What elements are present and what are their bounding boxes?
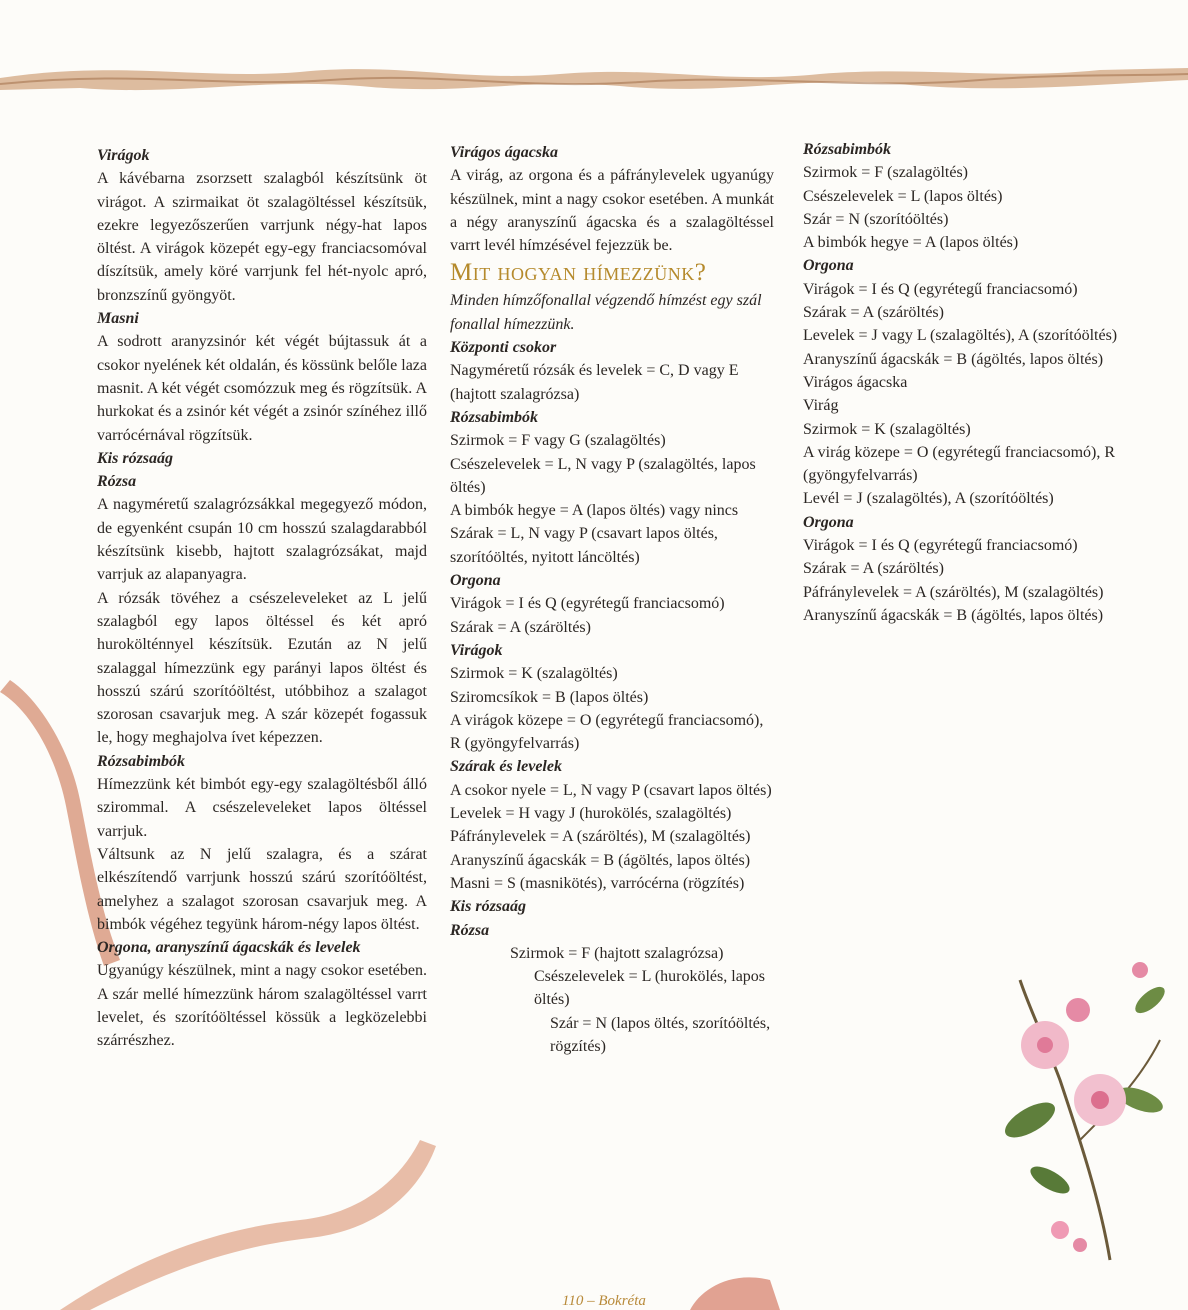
spec-line: Szár = N (lapos öltés, szorítóöltés, rögzítés) [550,1014,771,1055]
paragraph-masni: A sodrott aranyzsinór két végét bújtassuk át a csokor nyelének két oldalán, és kössünk belőle laza masnit. A két végét csomózzuk meg és rögzítsük. A hurkokat és a zsinór két végét a zsinór színéhez illő varrócérnával rögzítsük. [97,333,427,444]
spec-line: Szirmok = K (szalagöltés) [803,420,971,438]
heading-rozsabimbok: Rózsabimbók [803,141,892,158]
paragraph-bimbok-1: Hímezzünk két bimbót egy-egy szalagöltésből álló szirommal. A csészeleveleket lapos öltéssel varrjuk. [97,776,427,840]
column-3 [803,138,1125,627]
spec-line: Levelek = J vagy L (szalagöltés), A (szorítóöltés) [803,327,1118,345]
heading-masni: Masni [97,310,139,328]
spec-line: Aranyszínű ágacskák = B (ágöltés, lapos öltés) [450,851,751,869]
spec-line: A bimbók hegye = A (lapos öltés) vagy nincs [450,502,739,520]
rose-branch-illustration [990,940,1180,1270]
spec-line: A csokor nyele = L, N vagy P (csavart lapos öltés) [450,781,772,799]
spec-line: A bimbók hegye = A (lapos öltés) [803,234,1019,252]
spec-line: Páfránylevelek = A (száröltés), M (szalagöltés) [803,583,1104,601]
spec-line: Szárak = L, N vagy P (csavart lapos öltés, szorítóöltés, nyitott láncöltés) [450,525,718,566]
spec-line: Virágok = I és Q (egyrétegű franciacsomó) [803,537,1078,555]
spec-line: Aranyszínű ágacskák = B (ágöltés, lapos öltés) [803,350,1104,368]
spec-line: Csészelevelek = L (lapos öltés) [803,187,1003,205]
spec-line: Csészelevelek = L (hurokölés, lapos öltés) [534,968,766,1009]
spec-line: Szirmok = F (hajtott szalagrózsa) [510,944,724,962]
paragraph-viragos-agacska: A virág, az orgona és a páfránylevelek ugyanúgy készülnek, mint a nagy csokor esetében. A munkát a négy aranyszínű ágacska és a szalagöltéssel varrt levél hímzésével fejezzük be. [450,167,774,255]
paragraph-bimbok-2: Váltsunk az N jelű szalagra, és a szárat elkészítendő varrjunk hosszú szárú szorítóöltést, amelyhez a szalagot szorosan csavarjuk meg. A bimbók végéhez tegyünk három-négy lapos öltést. [97,845,427,933]
intro-text: Minden hímzőfonallal végzendő hímzést egy szál fonallal hímezzünk. [450,292,762,333]
spec-line: Virágos ágacska [803,373,908,391]
spec-line: Szirmok = K (szalagöltés) [450,665,618,683]
heading-kozponti-csokor: Központi csokor [450,339,557,357]
heading-orgona: Orgona [803,257,854,275]
heading-szarak-es-levelek: Szárak és levelek [450,758,562,776]
spec-line: Szirmok = F vagy G (szalagöltés) [450,432,666,450]
heading-orgona-agacskak: Orgona, aranyszínű ágacskák és levelek [97,939,361,957]
spec-line: Szárak = A (száröltés) [450,618,591,636]
spec-line: Levelek = H vagy J (hurokölés, szalagöltés) [450,805,732,823]
spec-line: Szirmok = F (szalagöltés) [803,164,968,182]
paragraph-viragok: A kávébarna zsorzsett szalagból készítsünk öt virágot. A szirmaikat öt szalagöltéssel készítsük, ezekre legyezőszerűen varrjunk négy-hat lapos öltést. A virágok közepét egy-egy franciacsomóval díszítsük, amely köré varrjunk fel hét-nyolc apró, bronzszínű gyöngyöt. [97,170,427,304]
spec-line: Virágok = I és Q (egyrétegű franciacsomó) [450,595,725,613]
paragraph-rozsa-1: A nagyméretű szalagrózsákkal megegyező módon, de egyenként csupán 10 cm hosszú szalagdarabból készítsünk kisebb, hajtott szalagrózsákat, majd varrjuk az alapanyagra. [97,496,427,584]
spec-line: Szárak = A (száröltés) [803,304,944,322]
spec-line: A virágok közepe = O (egyrétegű franciacsomó), R (gyöngyfelvarrás) [450,711,764,753]
spec-line: Szár = N (szorítóöltés) [803,210,949,228]
heading-orgona-2: Orgona [803,513,854,531]
heading-orgona: Orgona [450,572,501,590]
heading-kis-rozsaag: Kis rózsaág [97,449,174,467]
spec-line: Virág [803,397,839,415]
spec-line: Aranyszínű ágacskák = B (ágöltés, lapos öltés) [803,606,1104,624]
paragraph-rozsa-2: A rózsák tövéhez a csészeleveleket az L jelű szalagból egy lapos öltéssel és két apró hurokölténnyel készítsük. Ezután az N jelű szalaggal hímezzünk egy parányi lapos öltést és hosszú szárú szorítóöltést, utóbbihoz a szalagot szorosan csavarjuk meg. A szár közepét fogassuk le, hogy meghajolva ívet képezzen. [97,589,427,747]
spec-line: Sziromcsíkok = B (lapos öltés) [450,688,649,706]
heading-rozsa: Rózsa [450,921,490,939]
heading-rozsabimbok: Rózsabimbók [97,752,186,770]
spec-line: Virágok = I és Q (egyrétegű franciacsomó) [803,280,1078,298]
heading-rozsabimbok: Rózsabimbók [450,408,539,426]
column-2 [450,141,774,1058]
section-title: Mit hogyan hímezzünk? [450,259,707,287]
spec-line: Nagyméretű rózsák és levelek = C, D vagy E (hajtott szalagrózsa) [450,362,739,403]
spec-line: A virág közepe = O (egyrétegű franciacsomó), R (gyöngyfelvarrás) [803,443,1116,485]
column-1 [97,144,427,1053]
heading-viragok: Virágok [97,147,150,164]
spec-line: Masni = S (masnikötés), varrócérna (rögzítés) [450,874,745,892]
spec-line: Szárak = A (száröltés) [803,560,944,578]
spec-line: Levél = J (szalagöltés), A (szorítóöltés) [803,490,1054,508]
heading-viragos-agacska: Virágos ágacska [450,144,559,161]
heading-kis-rozsaag: Kis rózsaág [450,898,527,916]
page-folio: 110 – Bokréta [562,1293,646,1309]
spec-line: Csészelevelek = L, N vagy P (szalagöltés, lapos öltés) [450,455,756,496]
ribbon-top-decoration [0,40,1188,120]
spec-line: Páfránylevelek = A (száröltés), M (szalagöltés) [450,828,751,846]
ribbon-bottom-decoration [0,1120,820,1310]
paragraph-orgona: Ugyanúgy készülnek, mint a nagy csokor esetében. A szár mellé hímezzünk három szalagöltéssel varrt levelet, és szorítóöltéssel kössük a legközelebbi szárrészhez. [97,962,427,1050]
heading-rozsa: Rózsa [97,473,137,491]
heading-viragok: Virágok [450,641,503,659]
